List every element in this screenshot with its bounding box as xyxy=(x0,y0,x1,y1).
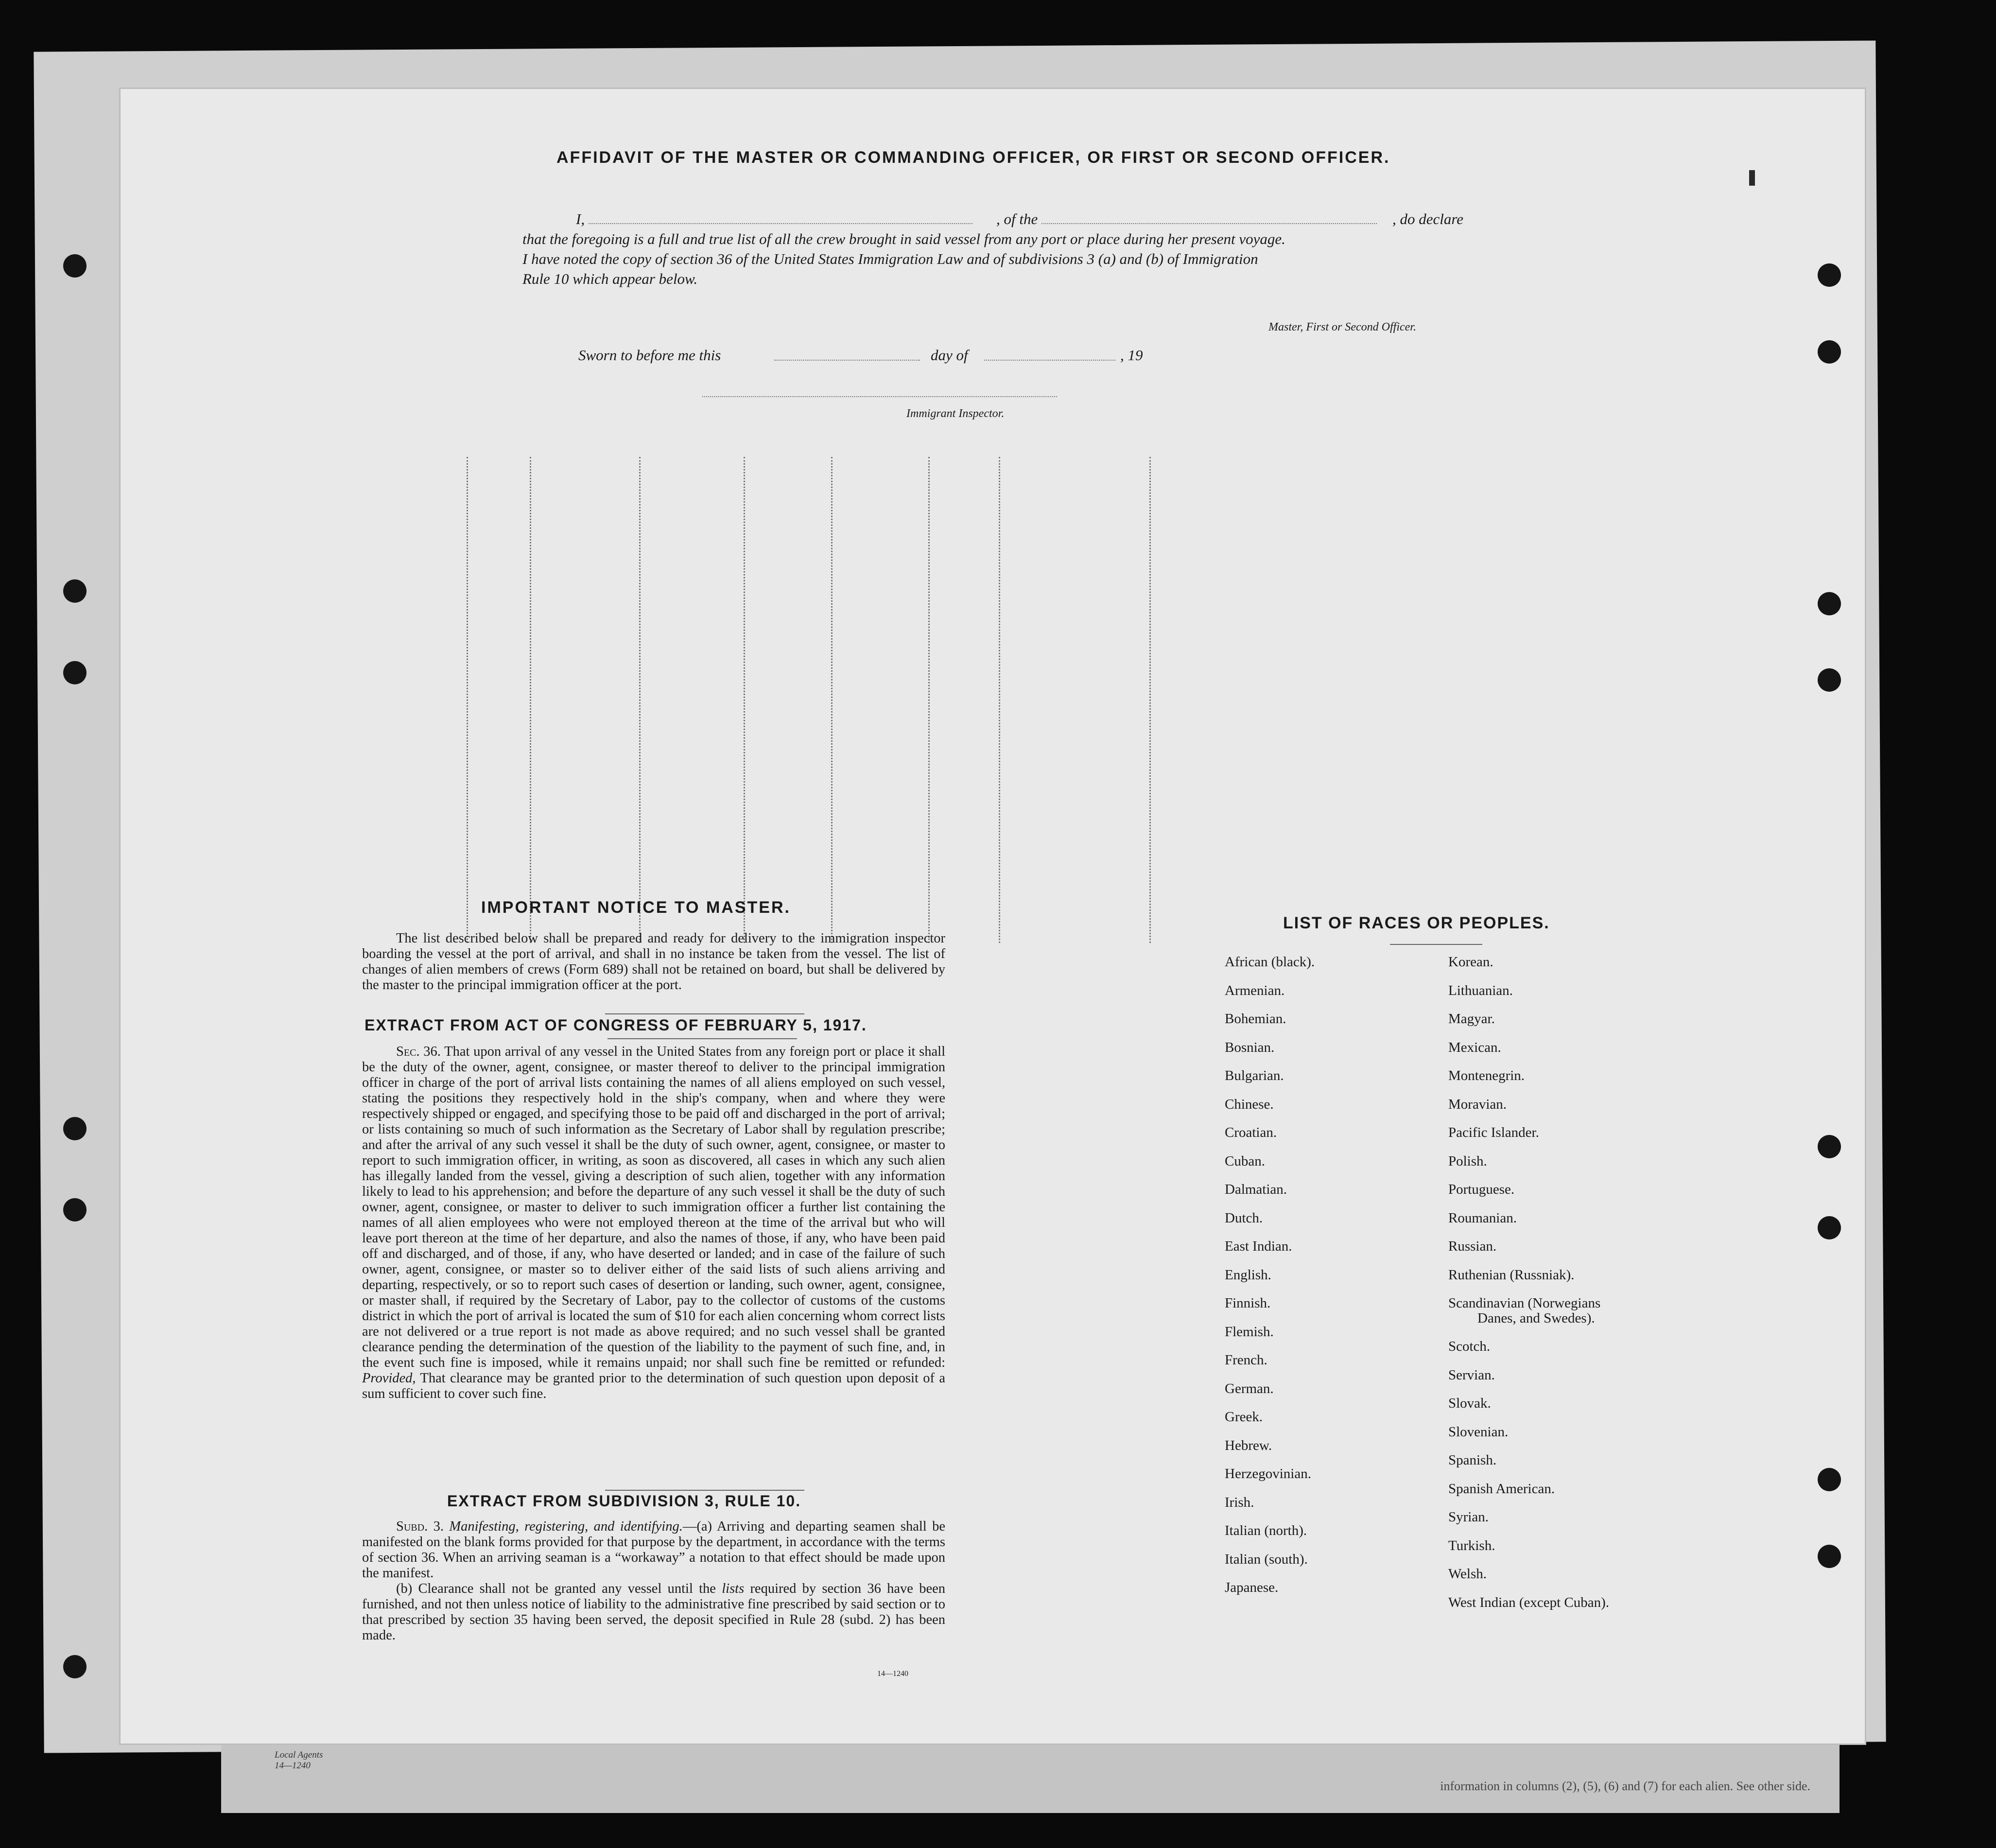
binder-hole xyxy=(1818,592,1841,615)
race-item: Finnish. xyxy=(1225,1295,1271,1311)
inspector-label: Immigrant Inspector. xyxy=(906,407,1005,420)
races-title: LIST OF RACES OR PEOPLES. xyxy=(1283,914,1550,932)
race-item: German. xyxy=(1225,1380,1274,1396)
race-item: African (black). xyxy=(1225,954,1315,970)
column-rule xyxy=(928,457,930,943)
column-rule xyxy=(999,457,1000,943)
race-item: Welsh. xyxy=(1448,1566,1487,1582)
divider xyxy=(605,1490,804,1491)
race-item: Herzegovinian. xyxy=(1225,1466,1311,1482)
column-rule xyxy=(467,457,468,943)
race-item: Japanese. xyxy=(1225,1580,1279,1595)
race-item: Lithuanian. xyxy=(1448,982,1513,998)
binder-hole xyxy=(63,1198,87,1221)
race-item: Croatian. xyxy=(1225,1125,1277,1140)
name-blank xyxy=(589,223,972,224)
race-item: French. xyxy=(1225,1352,1267,1368)
binder-hole xyxy=(1818,1135,1841,1158)
race-item: Scandinavian (Norwegians xyxy=(1448,1295,1601,1311)
sworn-day-blank xyxy=(774,360,920,361)
binder-hole xyxy=(63,254,87,278)
race-item: Portuguese. xyxy=(1448,1182,1515,1197)
races-left-column xyxy=(1225,948,1315,1602)
races-right-column xyxy=(1448,948,1609,1617)
race-item: Italian (south). xyxy=(1225,1551,1308,1567)
race-item: Slovak. xyxy=(1448,1395,1491,1411)
race-item: Dutch. xyxy=(1225,1210,1263,1226)
subd-label: Subd. 3. xyxy=(396,1519,444,1534)
rule-text: Subd. 3. Manifesting, registering, and identifying.—(a) Arriving and departing seamen shall be manifested on the blank forms provided for that purpose by the department, in accordance with the terms of section 36. When an arriving seaman is a “workaway” a notation to that effect should be made upon the manifest. (b) Clearance shall not be granted any vessel until the lists required by section 36 have been furnished, and not then unless notice of liability to the administrative fine prescribed by said section or to that prescribed by section 35 having been served, the deposit specified in Rule 28 (subd. 2) has been made. xyxy=(362,1519,946,1643)
race-item: Scotch. xyxy=(1448,1339,1491,1354)
document-page xyxy=(119,87,1866,1745)
race-item: Bohemian. xyxy=(1225,1011,1286,1027)
binder-hole xyxy=(1818,1468,1841,1491)
year-label: , 19 xyxy=(1120,347,1143,364)
notice-title: IMPORTANT NOTICE TO MASTER. xyxy=(481,898,791,917)
race-item: Hebrew. xyxy=(1225,1437,1272,1453)
affidavit-do-declare: , do declare xyxy=(1392,210,1464,227)
race-item: Slovenian. xyxy=(1448,1424,1509,1440)
affidavit-of-the: , of the xyxy=(996,209,1377,229)
race-item: Italian (north). xyxy=(1225,1523,1307,1538)
race-item: Armenian. xyxy=(1225,982,1285,998)
binder-hole xyxy=(63,661,87,684)
race-item: Spanish American. xyxy=(1448,1481,1555,1497)
binder-hole xyxy=(1818,1545,1841,1568)
local-agents-label: Local Agents 14—1240 xyxy=(275,1750,323,1771)
race-item: Irish. xyxy=(1225,1494,1254,1510)
rule-title: EXTRACT FROM SUBDIVISION 3, RULE 10. xyxy=(447,1492,801,1510)
race-item: Servian. xyxy=(1448,1367,1495,1383)
race-item: Bosnian. xyxy=(1225,1039,1275,1055)
race-item: Flemish. xyxy=(1225,1324,1274,1340)
inspector-signature-blank xyxy=(702,396,1057,397)
sworn-month-blank xyxy=(984,360,1115,361)
section-label: Sec. 36. xyxy=(396,1044,441,1059)
race-item: Ruthenian (Russniak). xyxy=(1448,1267,1575,1283)
binder-hole xyxy=(1818,668,1841,692)
race-item: Bulgarian. xyxy=(1225,1068,1284,1083)
race-item: East Indian. xyxy=(1225,1238,1292,1254)
day-of-label: day of xyxy=(931,347,968,364)
race-item: Cuban. xyxy=(1225,1153,1265,1169)
affidavit-title: AFFIDAVIT OF THE MASTER OR COMMANDING OFFICER, OR FIRST OR SECOND OFFICER. xyxy=(556,148,1390,167)
race-item: Turkish. xyxy=(1448,1537,1495,1553)
race-item: Greek. xyxy=(1225,1409,1263,1425)
binder-hole xyxy=(63,579,87,603)
race-item: Magyar. xyxy=(1448,1011,1495,1027)
affidavit-line-3: I have noted the copy of section 36 of the United States Immigration Law and of subdivisions 3 (a) and (b) of Immigration xyxy=(522,250,1258,267)
column-rule xyxy=(639,457,641,943)
binder-hole xyxy=(63,1117,87,1140)
column-rule xyxy=(1149,457,1151,943)
race-item: Korean. xyxy=(1448,954,1493,970)
column-rule xyxy=(744,457,745,943)
act-title: EXTRACT FROM ACT OF CONGRESS OF FEBRUARY 5, 1917. xyxy=(364,1016,867,1034)
column-rule xyxy=(831,457,833,943)
race-item: Mexican. xyxy=(1448,1039,1501,1055)
race-item: Chinese. xyxy=(1225,1096,1274,1112)
affidavit-i-label: I, xyxy=(576,210,585,227)
divider xyxy=(605,1013,804,1014)
race-item: Moravian. xyxy=(1448,1096,1507,1112)
race-item: Spanish. xyxy=(1448,1452,1497,1468)
race-item: Russian. xyxy=(1448,1238,1497,1254)
binder-hole xyxy=(1818,1216,1841,1239)
race-item: English. xyxy=(1225,1267,1271,1283)
affidavit-line-1 xyxy=(576,209,972,229)
race-item: Montenegrin. xyxy=(1448,1068,1525,1083)
binder-hole xyxy=(1818,340,1841,364)
corner-mark xyxy=(1749,170,1755,186)
underlying-page-strip xyxy=(221,1745,1840,1813)
race-item: Danes, and Swedes). xyxy=(1477,1310,1595,1326)
race-item: West Indian (except Cuban). xyxy=(1448,1594,1610,1610)
form-number: 14—1240 xyxy=(877,1670,908,1678)
race-item: Polish. xyxy=(1448,1153,1487,1169)
divider xyxy=(607,1038,797,1039)
affidavit-line-2: that the foregoing is a full and true list of all the crew brought in said vessel from any port or place during her present voyage. xyxy=(522,230,1285,247)
race-item: Roumanian. xyxy=(1448,1210,1517,1226)
sworn-label: Sworn to before me this xyxy=(578,347,721,364)
binder-hole xyxy=(63,1655,87,1678)
act-text: Sec. 36. That upon arrival of any vessel in the United States from any foreign port or place it shall be the duty of the owner, agent, consignee, or master thereof to deliver to the principal immigration officer in charge of the port of arrival lists containing the names of all aliens employed on such vessel, stating the positions they respectively hold in the ship's company, when and where they were respectively shipped or engaged, and specifying those to be paid off and discharged in the port of arrival; or lists containing so much of such information as the Secretary of Labor shall by regulation prescribe; and after the arrival of any such vessel it shall be the duty of such owner, agent, consignee, or master to report to such immigration officer, in writing, as soon as discovered, all cases in which any such alien has illegally landed from the vessel, giving a description of such alien, together with any information likely to lead to his apprehension; and before the departure of any such vessel it shall be the duty of such owner, agent, consignee, or master to deliver to such immigration officer a further list containing the names of all alien employees who were not employed thereon at the time of the arrival but who will leave port thereon at the time of her departure, and also the names of those, if any, who have been paid off and discharged, and of those, if any, who have deserted or landed; and in case of the failure of such owner, agent, consignee, or master so to deliver either of the said lists of such aliens arriving and departing, respectively, or so to report such cases of desertion or landing, such owner, agent, consignee, or master shall, if required by the Secretary of Labor, pay to the collector of customs of the customs district in which the port of arrival is located the sum of $10 for each alien concerning whom correct lists are not delivered or a true report is not made as above required; and no such vessel shall be granted clearance pending the determination of the question of the liability to the payment of such fine, and, in the event such fine is imposed, while it remains unpaid; nor shall such fine be remitted or refunded: Provided, That clearance may be granted prior to the determination of such question upon deposit of a sum sufficient to cover such fine. xyxy=(362,1044,945,1401)
race-item: Syrian. xyxy=(1448,1509,1489,1525)
binder-hole xyxy=(1818,263,1841,287)
divider xyxy=(1390,944,1482,945)
underlying-fine-text: information in columns (2), (5), (6) and (7) for each alien. See other side. xyxy=(1440,1779,1810,1793)
vessel-blank xyxy=(1041,223,1377,224)
affidavit-line-4: Rule 10 which appear below. xyxy=(522,270,698,287)
master-signature-label: Master, First or Second Officer. xyxy=(1268,321,1416,333)
race-item: Pacific Islander. xyxy=(1448,1125,1539,1140)
notice-text: The list described below shall be prepared and ready for delivery to the immigration inspector boarding the vessel at the port of arrival, and shall in no instance be taken from the vessel. The list of changes of alien members of crews (Form 689) shall not be retained on board, but shall be delivered by the master to the principal immigration officer at the port. xyxy=(362,931,945,993)
race-item: Dalmatian. xyxy=(1225,1182,1287,1197)
column-rule xyxy=(530,457,531,943)
